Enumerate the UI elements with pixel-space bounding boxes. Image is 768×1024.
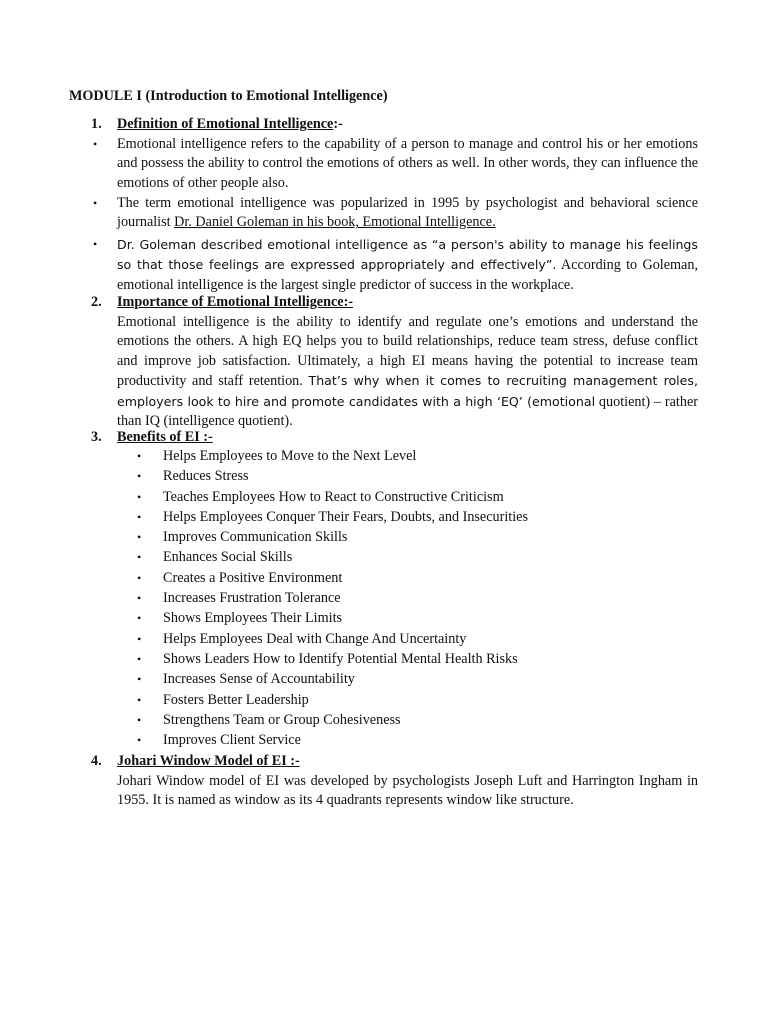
benefit-text: Reduces Stress bbox=[163, 468, 249, 485]
bullet-icon: • bbox=[137, 651, 142, 666]
list-item bbox=[137, 630, 528, 650]
importance-text-2: That’s why when it comes to recruiting management roles, employers look to hire and promote candidates with a high ‘EQ’ (emotional bbox=[117, 373, 698, 409]
list-item bbox=[137, 508, 528, 528]
bullet-icon: • bbox=[137, 611, 142, 626]
goleman-conclusion: According to Goleman, emotional intelligence is the largest single predictor of success in the workplace. bbox=[117, 257, 698, 293]
section-heading-johari bbox=[91, 752, 701, 771]
section-number: 3. bbox=[91, 429, 102, 445]
benefit-text: Enhances Social Skills bbox=[163, 549, 293, 566]
bullet-icon: • bbox=[137, 570, 142, 585]
benefit-text: Improves Communication Skills bbox=[163, 529, 348, 546]
bullet-text: Emotional intelligence refers to the capability of a person to manage and control his or her emotions and possess the ability to control the emotions of others as well. In other words, they can influence the emotions of other people also. bbox=[117, 136, 698, 191]
bullet-icon: • bbox=[137, 631, 142, 646]
benefit-text: Improves Client Service bbox=[163, 732, 301, 749]
section-number: 1. bbox=[91, 116, 102, 132]
list-item bbox=[137, 528, 528, 548]
bullet-text bbox=[117, 235, 698, 295]
section-title: Benefits of EI :- bbox=[117, 429, 213, 445]
section-suffix: :- bbox=[333, 116, 343, 132]
benefit-text: Strengthens Team or Group Cohesiveness bbox=[163, 711, 401, 728]
list-item bbox=[137, 711, 528, 731]
section-heading-benefits bbox=[91, 428, 701, 447]
list-item bbox=[137, 569, 528, 589]
bullet-icon: • bbox=[93, 237, 98, 251]
bullet-text bbox=[117, 194, 698, 233]
bullet-icon: • bbox=[93, 196, 98, 210]
benefit-text: Teaches Employees How to React to Constructive Criticism bbox=[163, 488, 504, 505]
list-item bbox=[137, 447, 528, 467]
list-item bbox=[137, 650, 528, 670]
bullet-icon: • bbox=[137, 692, 142, 707]
benefit-text: Helps Employees Conquer Their Fears, Doubts, and Insecurities bbox=[163, 508, 528, 525]
bullet-icon: • bbox=[137, 712, 142, 727]
benefit-text: Creates a Positive Environment bbox=[163, 569, 343, 586]
list-item bbox=[137, 589, 528, 609]
list-item bbox=[137, 670, 528, 690]
goleman-quote: Dr. Goleman described emotional intelligence as “a person's ability to manage his feelings so that those feelings are expressed appropriately and effectively”. bbox=[117, 237, 698, 273]
section-number: 4. bbox=[91, 753, 102, 769]
johari-paragraph: Johari Window model of EI was developed by psychologists Joseph Luft and Harrington Ingham in 1955. It is named as window as its 4 quadrants represents window like structure. bbox=[117, 773, 698, 809]
bullet-icon: • bbox=[93, 137, 98, 151]
list-item bbox=[137, 488, 528, 508]
bullet-icon: • bbox=[137, 672, 142, 687]
benefit-text: Shows Leaders How to Identify Potential Mental Health Risks bbox=[163, 650, 518, 667]
section-title: Importance of Emotional Intelligence:- bbox=[117, 294, 354, 310]
bullet-icon: • bbox=[137, 733, 142, 748]
bullet-icon: • bbox=[137, 530, 142, 545]
benefit-text: Shows Employees Their Limits bbox=[163, 610, 343, 627]
bullet-text-lead: The term emotional intelligence was popularized in 1995 by psychologist and behavioral science journalist bbox=[117, 195, 698, 231]
bullet-icon: • bbox=[137, 550, 142, 565]
benefit-text: Helps Employees Deal with Change And Uncertainty bbox=[163, 630, 467, 647]
bullet-icon: • bbox=[137, 449, 142, 463]
bullet-icon: • bbox=[137, 489, 142, 504]
section-heading-importance bbox=[91, 293, 701, 312]
goleman-book-reference: Dr. Daniel Goleman in his book, Emotional Intelligence. bbox=[174, 214, 496, 231]
benefit-text: Helps Employees to Move to the Next Level bbox=[163, 448, 417, 464]
section-number: 2. bbox=[91, 294, 102, 310]
section-title: Johari Window Model of EI :- bbox=[117, 753, 300, 769]
list-item bbox=[137, 731, 528, 751]
list-item bbox=[137, 548, 528, 568]
bullet-icon: • bbox=[137, 469, 142, 484]
benefits-list bbox=[137, 447, 528, 751]
section-heading-definition bbox=[91, 115, 701, 134]
importance-text-3: quotient) – rather than IQ (intelligence quotient). bbox=[117, 393, 698, 430]
bullet-icon: • bbox=[137, 591, 142, 606]
list-item bbox=[137, 467, 528, 487]
benefit-text: Fosters Better Leadership bbox=[163, 691, 309, 708]
section-title: Definition of Emotional Intelligence bbox=[117, 116, 334, 132]
module-title: MODULE I (Introduction to Emotional Intelligence) bbox=[69, 88, 388, 104]
bullet-icon: • bbox=[137, 509, 142, 524]
importance-paragraph bbox=[117, 313, 698, 431]
list-item bbox=[137, 609, 528, 629]
benefit-text: Increases Frustration Tolerance bbox=[163, 590, 341, 607]
benefit-text: Increases Sense of Accountability bbox=[163, 671, 355, 688]
importance-text-1: Emotional intelligence is the ability to identify and regulate one’s emotions and understand the emotions the others. A high EQ helps you to build relationships, reduce team stress, defuse conflict and improve job satisfaction. Ultimately, a high EI means having the potential to increase team productivity and staff retention. bbox=[117, 314, 698, 390]
list-item bbox=[137, 691, 528, 711]
